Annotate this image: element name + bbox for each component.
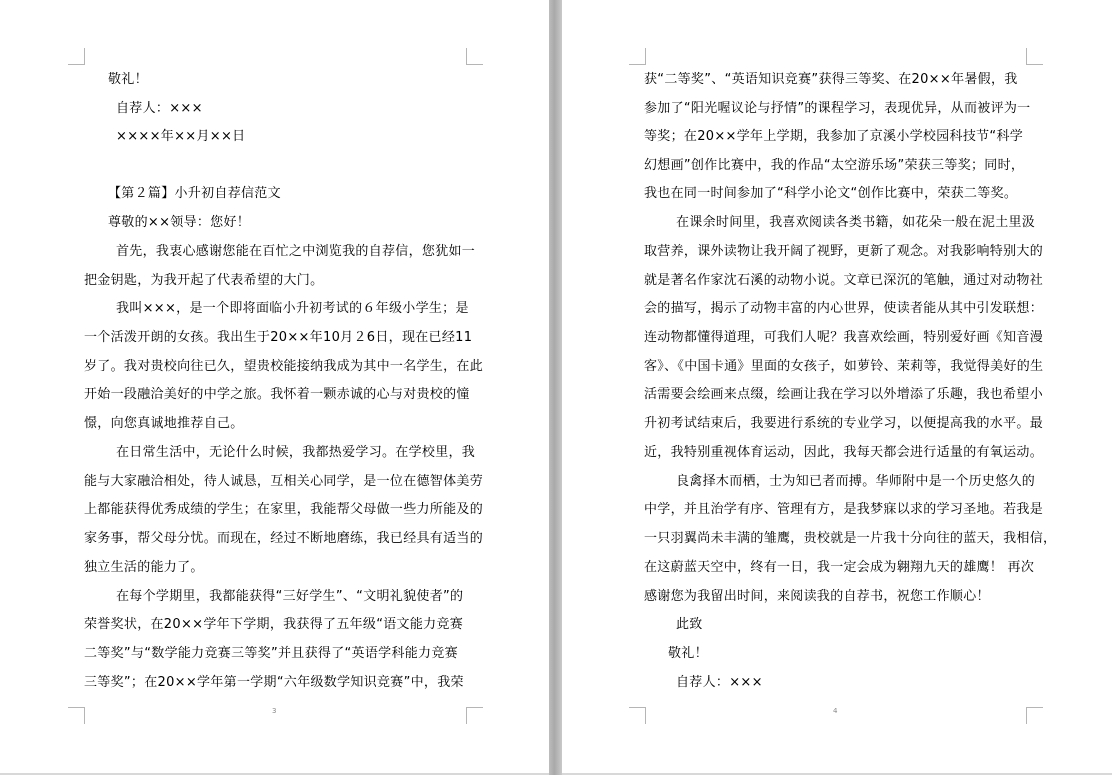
text-line: 就是著名作家沈石溪的动物小说。文章已深沉的笔触，通过对动物社 bbox=[644, 273, 1044, 288]
crop-mark-bottom-left bbox=[68, 707, 85, 724]
crop-mark-top-right bbox=[466, 48, 483, 65]
text-line: 开始一段融洽美好的中学之旅。我怀着一颗赤诚的心与对贵校的憧 bbox=[84, 387, 470, 402]
text-line: 获“二等奖”、“英语知识竞赛”获得三等奖、在20××年暑假，我 bbox=[644, 72, 1018, 87]
text-line: 我叫×××，是一个即将面临小升初考试的６年级小学生；是 bbox=[116, 301, 469, 316]
text-line: 二等奖”与“数学能力竞赛三等奖”并且获得了“英语学科能力竞赛 bbox=[84, 646, 458, 661]
page-number: 3 bbox=[272, 707, 277, 715]
text-line: 会的描写，揭示了动物丰富的内心世界，使读者能从其中引发联想： bbox=[644, 301, 1044, 316]
text-line: 我也在同一时间参加了“科学小论文“创作比赛中，荣获二等奖。 bbox=[644, 186, 1018, 201]
signature-line: 自荐人：××× bbox=[676, 675, 763, 690]
text-line: 等奖；在20××学年上学期，我参加了京溪小学校园科技节“科学 bbox=[644, 129, 1024, 144]
text-line: 升初考试结束后，我要进行系统的专业学习，以便提高我的水平。最 bbox=[644, 416, 1044, 431]
text-line: 荣誉奖状，在20××学年下学期，我获得了五年级“语文能力竞赛 bbox=[84, 617, 464, 632]
text-line: 在课余时间里，我喜欢阅读各类书籍，如花朵一般在泥土里汲 bbox=[676, 215, 1036, 230]
text-line: 客》、《中国卡通》里面的女孩子，如萝铃、茉莉等，我觉得美好的生 bbox=[644, 359, 1044, 374]
text-line: 把金钥匙，为我开起了代表希望的大门。 bbox=[84, 273, 324, 288]
text-line: 幻想画”创作比赛中，我的作品“太空游乐场”荣获三等奖；同时， bbox=[644, 158, 1025, 173]
crop-mark-top-right bbox=[1026, 48, 1043, 65]
crop-mark-top-left bbox=[68, 48, 85, 65]
page-gap-divider bbox=[549, 0, 562, 775]
crop-mark-top-left bbox=[629, 48, 646, 65]
document-page-3 bbox=[0, 0, 549, 775]
text-line: 一个活泼开朗的女孩。我出生于20××年10月２6日，现在已经11 bbox=[84, 330, 473, 345]
section-heading: 【第２篇】小升初自荐信范文 bbox=[108, 186, 281, 201]
text-line: 自荐人：××× bbox=[116, 101, 203, 116]
text-line: 三等奖”；在20××学年第一学期“六年级数学知识竞赛”中，我荣 bbox=[84, 675, 464, 690]
text-line: 能与大家融洽相处，待人诚恳，互相关心同学，是一位在德智体美劳 bbox=[84, 474, 484, 489]
text-line: 岁了。我对贵校向往已久，望贵校能接纳我成为其中一名学生，在此 bbox=[84, 359, 484, 374]
text-line: 上都能获得优秀成绩的学生；在家里，我能帮父母做一些力所能及的 bbox=[84, 502, 484, 517]
text-line: 良禽择木而栖，士为知已者而搏。华师附中是一个历史悠久的 bbox=[676, 474, 1036, 489]
text-line: 一只羽翼尚未丰满的雏鹰，贵校就是一片我十分向往的蓝天，我相信， bbox=[644, 531, 1057, 546]
text-line: 在这蔚蓝天空中，终有一日，我一定会成为翱翔九天的雄鹰！ 再次 bbox=[644, 560, 1035, 575]
text-line: 中学，并且治学有序、管理有方，是我梦寐以求的学习圣地。若我是 bbox=[644, 502, 1044, 517]
text-line: 憬，向您真诚地推荐自己。 bbox=[84, 416, 244, 431]
text-line: 连动物都懂得道理，可我们人呢？我喜欢绘画，特别爱好画《知音漫 bbox=[644, 330, 1044, 345]
text-line: 敬礼！ bbox=[108, 72, 148, 87]
text-line: 在每个学期里，我都能获得“三好学生”、“文明礼貌使者”的 bbox=[116, 589, 464, 604]
crop-mark-bottom-right bbox=[1026, 707, 1043, 724]
document-page-4 bbox=[562, 0, 1112, 775]
closing-line: 此致 bbox=[676, 617, 703, 632]
text-line: 在日常生活中，无论什么时候，我都热爱学习。在学校里，我 bbox=[116, 445, 476, 460]
text-line: 感谢您为我留出时间，来阅读我的自荐书，祝您工作顺心！ bbox=[644, 589, 990, 604]
crop-mark-bottom-right bbox=[466, 707, 483, 724]
text-line: 活需要会绘画来点缀，绘画让我在学习以外增添了乐趣，我也希望小 bbox=[644, 387, 1044, 402]
text-line: 家务事，帮父母分忧。而现在，经过不断地磨练，我已经具有适当的 bbox=[84, 531, 484, 546]
text-line: 参加了“阳光喔议论与抒情”的课程学习，表现优异，从而被评为一 bbox=[644, 101, 1031, 116]
text-line: 独立生活的能力了。 bbox=[84, 560, 204, 575]
text-line: 近，我特别重视体育运动，因此，我每天都会进行适量的有氧运动。 bbox=[644, 445, 1044, 460]
closing-line: 敬礼！ bbox=[668, 646, 708, 661]
text-line: 取营养，课外读物让我开阔了视野，更新了观念。对我影响特别大的 bbox=[644, 244, 1044, 259]
page-number: 4 bbox=[833, 707, 838, 715]
text-line: ××××年××月××日 bbox=[116, 129, 246, 144]
text-line: 尊敬的××领导：您好！ bbox=[108, 215, 251, 230]
crop-mark-bottom-left bbox=[629, 707, 646, 724]
text-line: 首先，我衷心感谢您能在百忙之中浏览我的自荐信，您犹如一 bbox=[116, 244, 476, 259]
